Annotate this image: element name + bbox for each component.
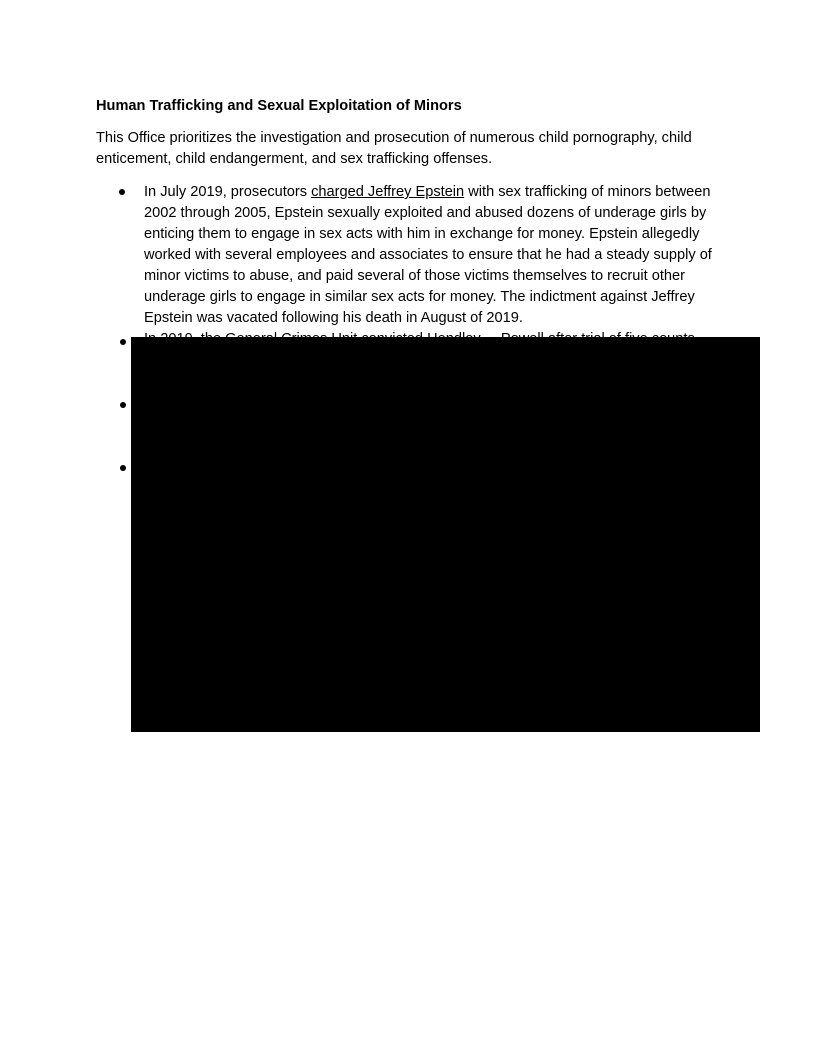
bullet-text: with sex trafficking of minors between	[464, 184, 711, 200]
bullet-icon	[120, 465, 126, 471]
epstein-charge-link[interactable]: charged Jeffrey Epstein	[311, 184, 465, 200]
intro-line: enticement, child endangerment, and sex trafficking offenses.	[96, 151, 493, 167]
bullet-list	[96, 182, 736, 329]
list-item	[96, 182, 736, 329]
bullet-line: underage girls to engage in similar sex acts for money. The indictment against Jeffrey	[144, 289, 695, 305]
bullet-line	[144, 182, 736, 203]
bullet-line: Epstein was vacated following his death in August of 2019.	[144, 310, 523, 326]
bullet-line: worked with several employees and associates to ensure that he had a steady supply of	[144, 247, 712, 263]
bullet-text: In July 2019, prosecutors	[144, 184, 312, 200]
bullet-line: minor victims to abuse, and paid several of those victims themselves to recruit other	[144, 268, 686, 284]
intro-paragraph	[96, 128, 736, 170]
bullet-icon	[120, 402, 126, 408]
redaction-block	[131, 337, 760, 732]
bullet-line: enticing them to engage in sex acts with him in exchange for money. Epstein allegedly	[144, 226, 700, 242]
bullet-icon	[120, 339, 126, 345]
bullet-line: 2002 through 2005, Epstein sexually exploited and abused dozens of underage girls by	[144, 205, 707, 221]
bullet-icon	[119, 189, 125, 195]
intro-line: This Office prioritizes the investigation and prosecution of numerous child pornography, child	[96, 130, 692, 146]
section-heading: Human Trafficking and Sexual Exploitation of Minors	[96, 98, 462, 114]
